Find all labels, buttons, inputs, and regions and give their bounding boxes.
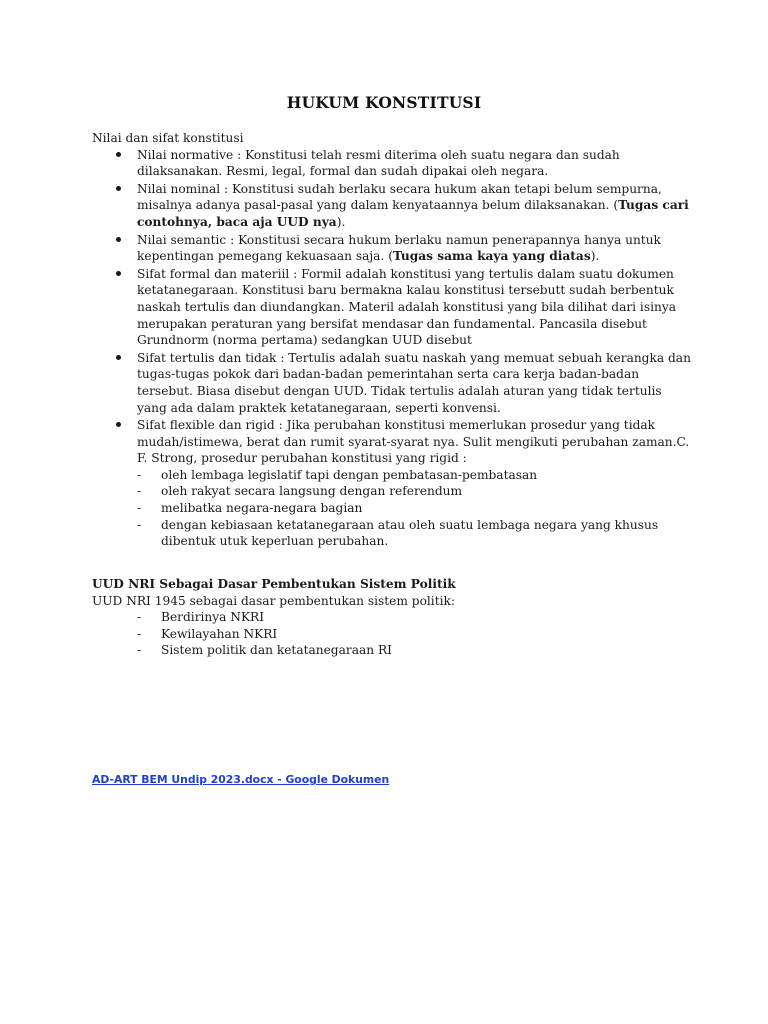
dash-item-text: oleh rakyat secara langsung dengan referendum: [161, 484, 463, 499]
dash-item-text: Berdirinya NKRI: [161, 610, 265, 625]
bullet-text: Nilai nominal : Konstitusi sudah berlaku secara hukum akan tetapi belum sempurna, misalnya adanya pasal-pasal yang dalam kenyataannya belum dilaksanakan. (: [137, 181, 662, 213]
dash-icon: -: [137, 517, 142, 532]
dash-item-text: dengan kebiasaan ketatanegaraan atau oleh suatu lembaga negara yang khusus dibentuk utuk keperluan perubahan.: [161, 517, 659, 549]
bullet-icon: [116, 152, 121, 157]
bullet-text-tail: ).: [336, 214, 346, 229]
bullet-icon: [116, 237, 121, 242]
list-item: [92, 266, 692, 349]
bullet-text: Sifat formal dan materiil : Formil adalah konstitusi yang tertulis dalam suatu dokumen ketatanegaraan. Konstitusi baru bermakna kalau konstitusi tersebutt sudah berbentuk naskah tertulis dan diundangkan. Materil adalah konstitusi yang bila dilihat dari isinya merupakan peraturan yang bersifat mendasar dan fundamental. Pancasila disebut Grundnorm (norma pertama) sedangkan UUD disebut: [137, 266, 676, 348]
list-item: [92, 626, 692, 643]
bullet-icon: [116, 186, 121, 191]
bullet-icon: [116, 271, 121, 276]
bullet-text: Nilai semantic : Konstitusi secara hukum berlaku namun penerapannya hanya untuk kepentingan pemegang kekuasaan saja. (: [137, 232, 661, 264]
google-doc-link[interactable]: AD-ART BEM Undip 2023.docx - Google Dokumen: [92, 773, 390, 786]
bullet-text: Sifat flexible dan rigid : Jika perubahan konstitusi memerlukan prosedur yang tidak mudah/istimewa, berat dan rumit syarat-syarat nya. Sulit mengikuti perubahan zaman.C. F. Strong, prosedur perubahan konstitusi yang rigid :: [137, 418, 690, 466]
intro-line: Nilai dan sifat konstitusi: [92, 131, 244, 145]
dash-icon: -: [137, 501, 142, 516]
dash-item-text: Kewilayahan NKRI: [161, 626, 278, 641]
dash-icon: -: [137, 610, 142, 625]
list-item: [92, 147, 692, 180]
list-item: [92, 232, 692, 265]
section-uud-nri: [92, 576, 692, 659]
section-intro: UUD NRI 1945 sebagai dasar pembentukan sistem politik:: [92, 593, 455, 608]
list-item: [92, 417, 692, 550]
rigid-procedure-list: [137, 467, 692, 550]
dash-icon: -: [137, 484, 142, 499]
bullet-list: [92, 147, 692, 550]
dash-item-text: melibatka negara-negara bagian: [161, 501, 363, 516]
bullet-text: Nilai normative : Konstitusi telah resmi diterima oleh suatu negara dan sudah dilaksanakan. Resmi, legal, formal dan sudah dipakai oleh negara.: [137, 147, 620, 179]
dash-item-text: Sistem politik dan ketatanegaraan RI: [161, 643, 392, 658]
list-item: [92, 181, 692, 231]
dash-icon: -: [137, 643, 142, 658]
bullet-icon: [116, 422, 121, 427]
list-item: [92, 609, 692, 626]
bullet-icon: [116, 355, 121, 360]
list-item: [137, 467, 692, 484]
list-item: [137, 500, 692, 517]
bullet-text-tail: ).: [590, 249, 600, 264]
bullet-bold-text: Tugas sama kaya yang diatas: [392, 249, 591, 264]
dash-item-text: oleh lembaga legislatif tapi dengan pembatasan-pembatasan: [161, 467, 538, 482]
list-item: [92, 350, 692, 416]
dash-icon: -: [137, 626, 142, 641]
bullet-text: Sifat tertulis dan tidak : Tertulis adalah suatu naskah yang memuat sebuah kerangka dan tugas-tugas pokok dari badan-badan pemerintahan serta cara kerja badan-badan tersebut. Biasa disebut dengan UUD. Tidak tertulis adalah aturan yang tidak tertulis yang ada dalam praktek ketatanegaraan, seperti konvensi.: [137, 350, 691, 415]
list-item: [137, 483, 692, 500]
section-heading: UUD NRI Sebagai Dasar Pembentukan Sistem Politik: [92, 577, 456, 591]
list-item: [92, 642, 692, 659]
document-body: [92, 130, 692, 551]
document-title: HUKUM KONSTITUSI: [286, 93, 482, 112]
list-item: [137, 517, 692, 550]
bullet-bold-text: Tugas cari contohnya, baca aja UUD nya: [137, 198, 689, 229]
political-system-list: [92, 609, 692, 659]
dash-icon: -: [137, 467, 142, 482]
